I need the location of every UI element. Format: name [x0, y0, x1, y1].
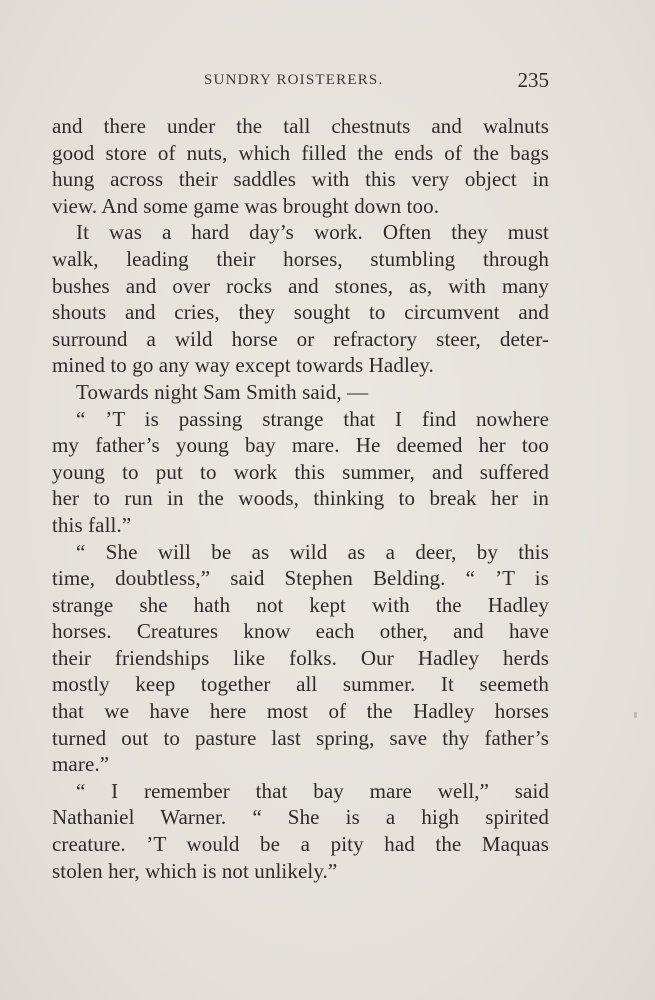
- text-line: that we have here most of the Hadley horses: [52, 699, 549, 724]
- text-line: shouts and cries, they sought to circumvent and: [52, 300, 549, 325]
- body-text: [52, 113, 549, 884]
- text-line: horses. Creatures know each other, and have: [52, 619, 549, 644]
- text-line: Towards night Sam Smith said, —: [76, 379, 369, 404]
- text-line: good store of nuts, which filled the ends of the bags: [52, 140, 549, 165]
- text-line: her to run in the woods, thinking to break her in: [52, 486, 549, 511]
- text-line: young to put to work this summer, and suffered: [52, 459, 549, 484]
- text-line: view. And some game was brought down too.: [52, 193, 440, 218]
- running-head: [52, 68, 549, 98]
- text-line: “ She will be as wild as a deer, by this: [76, 539, 549, 564]
- text-line: stolen her, which is not unlikely.”: [52, 858, 338, 883]
- text-line: turned out to pasture last spring, save thy father’s: [52, 725, 549, 750]
- text-line: this fall.”: [52, 512, 132, 537]
- text-line: their friendships like folks. Our Hadley herds: [52, 645, 549, 670]
- text-line: Nathaniel Warner. “ She is a high spirited: [52, 805, 549, 830]
- text-line: creature. ’T would be a pity had the Maquas: [52, 832, 549, 857]
- text-line: hung across their saddles with this very object in: [52, 167, 549, 192]
- text-line: my father’s young bay mare. He deemed her too: [52, 433, 549, 458]
- text-line: surround a wild horse or refractory steer, deter-: [52, 326, 549, 351]
- text-line: and there under the tall chestnuts and walnuts: [52, 114, 549, 138]
- running-title: SUNDRY ROISTERERS.: [204, 72, 384, 88]
- text-line: mined to go any way except towards Hadley.: [52, 353, 434, 378]
- text-line: time, doubtless,” said Stephen Belding. “ ’T is: [52, 566, 549, 591]
- text-line: walk, leading their horses, stumbling through: [52, 246, 549, 271]
- page-number: 235: [517, 68, 549, 92]
- text-line: mare.”: [52, 752, 110, 777]
- text-line: strange she hath not kept with the Hadley: [52, 592, 549, 617]
- text-line: “ I remember that bay mare well,” said: [76, 778, 549, 803]
- text-line: mostly keep together all summer. It seemeth: [52, 672, 549, 697]
- text-line: “ ’T is passing strange that I find nowhere: [76, 406, 549, 431]
- text-line: bushes and over rocks and stones, as, with many: [52, 273, 549, 298]
- text-line: It was a hard day’s work. Often they must: [76, 220, 549, 245]
- paper-blemish: [634, 712, 637, 718]
